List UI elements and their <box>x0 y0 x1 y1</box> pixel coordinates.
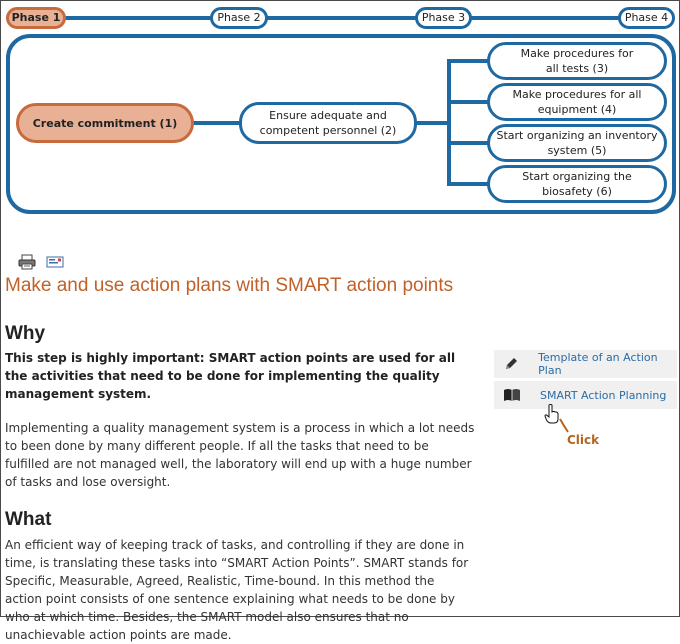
step-6-line2: biosafety (6) <box>542 185 612 198</box>
branch-to-step5 <box>447 141 489 145</box>
smart-action-planning-link[interactable] <box>494 381 677 409</box>
step-procedures-equipment[interactable] <box>487 83 667 121</box>
printer-icon[interactable] <box>18 255 36 269</box>
step-2-line1: Ensure adequate and <box>269 109 387 122</box>
why-bold-paragraph: This step is highly important: SMART action points are used for all the activities that need to be done for implementing the quality management system. <box>5 351 456 401</box>
page-title: Make and use action plans with SMART action points <box>5 275 454 296</box>
step-ensure-personnel[interactable] <box>239 102 417 144</box>
branch-to-step3 <box>447 59 489 63</box>
what-heading: What <box>5 509 52 530</box>
step-procedures-tests[interactable] <box>487 42 667 80</box>
smart-action-planning-label[interactable]: SMART Action Planning <box>540 388 667 402</box>
step-biosafety[interactable] <box>487 165 667 203</box>
step-1-label: Create commitment (1) <box>32 116 178 130</box>
branch-to-step6 <box>447 182 489 186</box>
step-5-line2: system (5) <box>547 144 607 157</box>
step-6-line1: Start organizing the <box>522 170 632 183</box>
template-action-plan-link[interactable] <box>494 350 677 378</box>
step-2-line2: competent personnel (2) <box>259 124 397 137</box>
phase-tab-4[interactable]: Phase 4 <box>618 7 675 29</box>
step-4-line2: equipment (4) <box>537 103 617 116</box>
why-body-paragraph: Implementing a quality management system is a process in which a lot needs to been done by many different people. If all the tasks that need to be fulfilled are not managed well, the laboratory will end up with a huge number of tasks and lose oversight. <box>5 421 475 489</box>
envelope-icon[interactable] <box>46 255 64 269</box>
what-body-paragraph: An efficient way of keeping track of tasks, and controlling if they are done in time, is translating these tasks into “SMART Action Points”. SMART stands for Specific, Measurable, Agreed, Realistic, Time-bound. In this method the action point consists of one sentence explaining what needs to be done by who at which time. Besides, the SMART model also ensures that no unachievable action points are made. <box>5 538 469 642</box>
step-3-line2: all tests (3) <box>545 62 609 75</box>
branch-vertical <box>447 59 451 185</box>
phase-tab-3[interactable]: Phase 3 <box>415 7 472 29</box>
template-action-plan-label[interactable]: Template of an Action Plan <box>538 351 658 377</box>
step-create-commitment[interactable] <box>16 103 194 143</box>
book-icon <box>494 381 530 409</box>
step-3-line1: Make procedures for <box>520 47 634 60</box>
click-pointer-arrow <box>558 418 570 434</box>
pencil-icon <box>494 350 528 378</box>
click-annotation: Click <box>567 433 600 447</box>
step-4-line1: Make procedures for all <box>512 88 642 101</box>
phase-tab-1[interactable]: Phase 1 <box>6 7 66 29</box>
step-5-line1: Start organizing an inventory <box>496 129 658 142</box>
phase-connector-line <box>41 16 641 20</box>
step-inventory-system[interactable] <box>487 124 667 162</box>
why-heading: Why <box>5 323 46 344</box>
connector-1-2 <box>193 121 241 125</box>
connector-2-branch <box>415 121 449 125</box>
branch-to-step4 <box>447 100 489 104</box>
phase-tab-2[interactable]: Phase 2 <box>210 7 268 29</box>
